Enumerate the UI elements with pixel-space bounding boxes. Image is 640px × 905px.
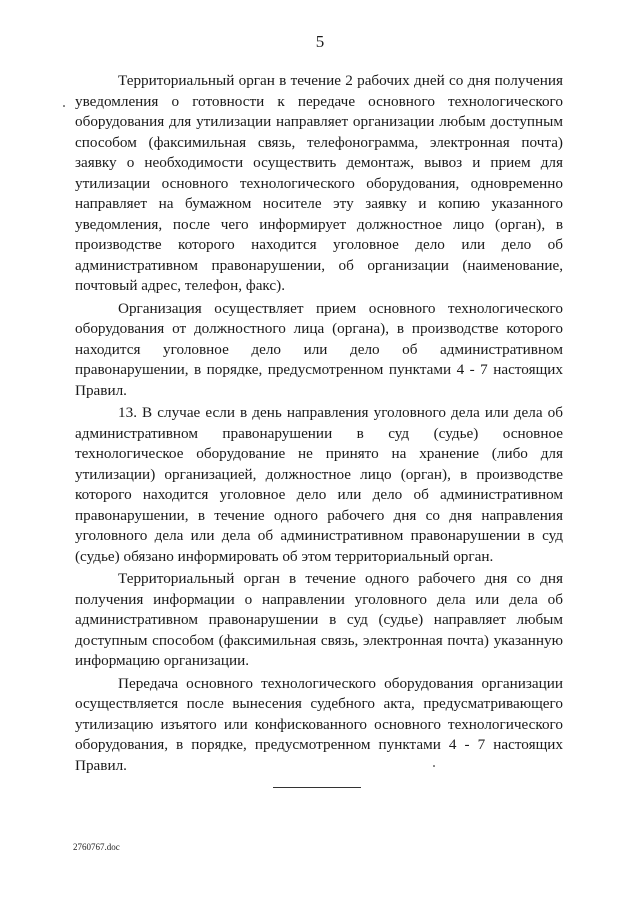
scan-speck [63,105,65,107]
paragraph-organization-acceptance: Организация осуществляет прием основного технологического оборудования от должностного лица (органа), в производстве которого находится уголовное дело или дело об административном правонарушении, в порядке, предусмотренном пунктами 4 - 7 настоящих Правил. [75,299,563,399]
paragraph-item-13: 13. В случае если в день направления уголовного дела или дела об административном правонарушении в суд (судье) основное технологическое оборудование не принято на хранение (либо для утилизации) организацией, должностное лицо (орган), в производстве которого находится уголовное дело или дело об административном правонарушении, в течение одного рабочего дня со дня направления уголовного дела или дела об административном правонарушении в суд (судье) обязано информировать об этом территориальный орган. [75,404,563,565]
paragraph-equipment-transfer: Передача основного технологического оборудования организации осуществляется после вынесения судебного акта, предусматривающего утилизацию изъятого или конфискованного основного технологического оборудования, в порядке, предусмотренном пунктами 4 - 7 настоящих Правил. [75,674,563,774]
end-separator-line [273,787,361,788]
page-number: 5 [315,32,325,51]
document-file-code: 2760767.doc [73,842,120,852]
paragraph-notification-request: Территориальный орган в течение 2 рабочих дней со дня получения уведомления о готовности к передаче основного технологического оборудования для утилизации направляет организации любым доступным способом (факсимильная связь, телефонограмма, электронная почта) заявку о необходимости осуществить демонтаж, вывоз и прием для утилизации основного технологического оборудования, одновременно направляет на бумажном носителе эту заявку и копию указанного уведомления, после чего информирует должностное лицо (орган), в производстве которого находится уголовное дело или дело об административном правонарушении, об организации (наименование, почтовый адрес, телефон, факс). [75,72,563,294]
document-body [75,71,563,778]
paragraph-territorial-body-info: Территориальный орган в течение одного рабочего дня со дня получения информации о направлении уголовного дела или дела об административном правонарушении в суд (судье) направляет любым доступным способом (факсимильная связь, электронная почта) указанную информацию организации. [75,570,563,669]
scan-speck [433,765,435,767]
